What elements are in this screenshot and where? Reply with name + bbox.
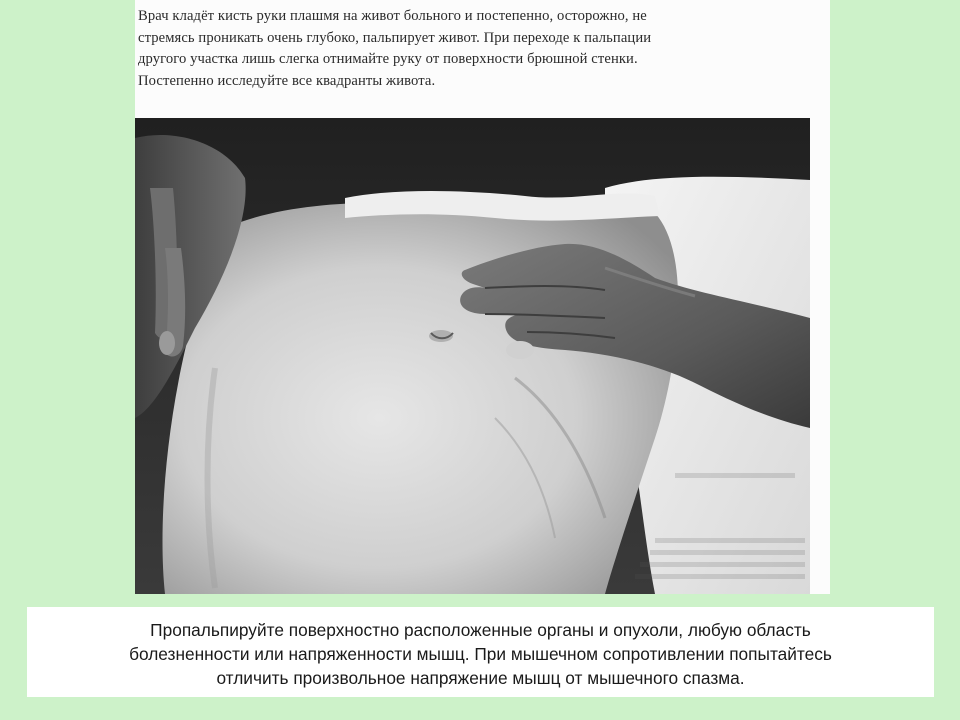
caption-box: [27, 607, 934, 697]
body-line: стремясь проникать очень глубоко, пальпирует живот. При переходе к пальпации: [138, 29, 652, 46]
caption-line: Пропальпируйте поверхностно расположенные органы и опухоли, любую область: [150, 620, 811, 640]
body-line: Постепенно исследуйте все квадранты живота.: [138, 72, 436, 89]
caption-line: болезненности или напряженности мышц. При мышечном сопротивлении попытайтесь: [129, 644, 832, 664]
caption-line: отличить произвольное напряжение мышц от мышечного спазма.: [216, 668, 745, 688]
body-line: Врач кладёт кисть руки плашмя на живот больного и постепенно, осторожно, не: [138, 8, 647, 24]
body-line: другого участка лишь слегка отнимайте руку от поверхности брюшной стенки.: [138, 51, 638, 67]
palpation-photo: [135, 118, 810, 594]
scanned-page: [135, 0, 830, 594]
body-text: [138, 6, 808, 92]
